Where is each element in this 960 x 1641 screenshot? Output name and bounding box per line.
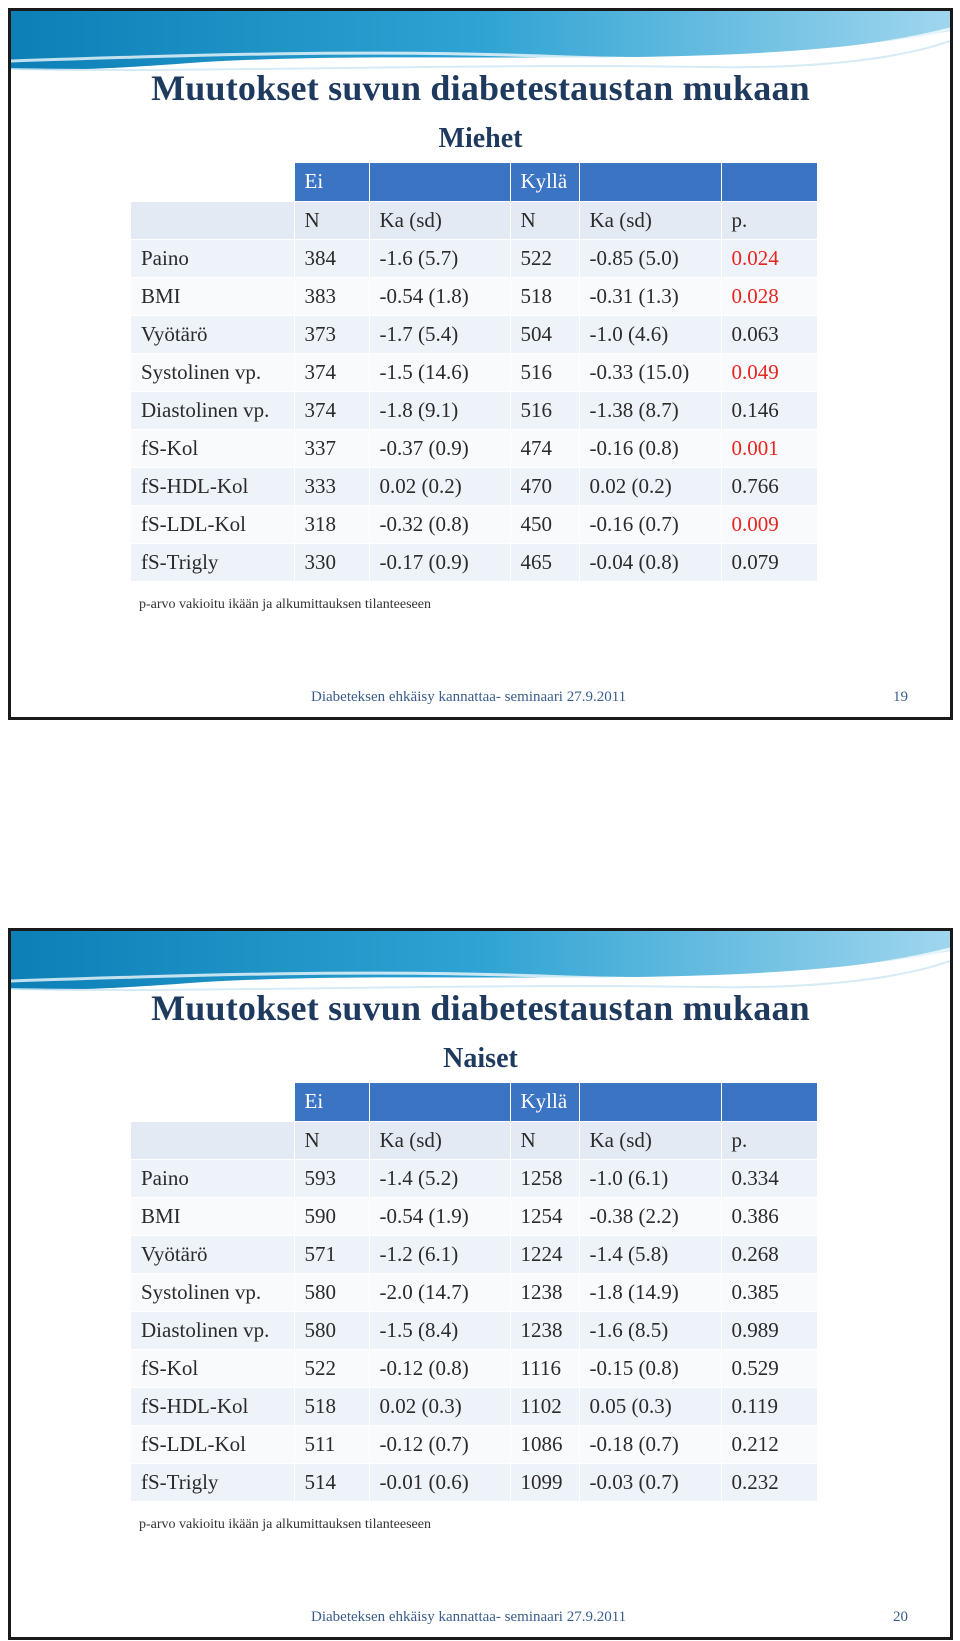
table-row	[131, 1387, 817, 1425]
row-label: Vyötärö	[131, 1235, 294, 1273]
p-value-cell: 0.989	[721, 1311, 817, 1349]
table-cell: -0.33 (15.0)	[579, 353, 721, 391]
group-header-row	[131, 1083, 817, 1121]
column-header-cell: Ka (sd)	[579, 1121, 721, 1159]
group-header-cell	[131, 1083, 294, 1121]
table-cell: 374	[294, 391, 369, 429]
table-row	[131, 467, 817, 505]
table-cell: 516	[510, 391, 579, 429]
table-cell: 593	[294, 1159, 369, 1197]
column-header-cell: Ka (sd)	[579, 201, 721, 239]
slide-subtitle: Naiset	[443, 1043, 518, 1074]
row-label: fS-Trigly	[131, 543, 294, 581]
group-header-cell	[579, 163, 721, 201]
p-value-cell: 0.385	[721, 1273, 817, 1311]
group-header-cell	[579, 1083, 721, 1121]
table-cell: 522	[294, 1349, 369, 1387]
group-header-row	[131, 163, 817, 201]
table-cell: 318	[294, 505, 369, 543]
table-cell: 1116	[510, 1349, 579, 1387]
table-cell: 1254	[510, 1197, 579, 1235]
p-value-cell: 0.079	[721, 543, 817, 581]
column-header-cell	[131, 201, 294, 239]
table-cell: 518	[510, 277, 579, 315]
table-cell: 465	[510, 543, 579, 581]
row-label: BMI	[131, 277, 294, 315]
table-cell: -0.32 (0.8)	[369, 505, 510, 543]
column-header-cell: Ka (sd)	[369, 201, 510, 239]
results-table	[131, 163, 817, 582]
column-header-cell: N	[510, 1121, 579, 1159]
slide-1	[8, 8, 953, 720]
table-cell: 470	[510, 467, 579, 505]
row-label: fS-Kol	[131, 1349, 294, 1387]
table-cell: 516	[510, 353, 579, 391]
p-value-cell: 0.001	[721, 429, 817, 467]
p-value-cell: 0.529	[721, 1349, 817, 1387]
row-label: Diastolinen vp.	[131, 1311, 294, 1349]
p-value-cell: 0.049	[721, 353, 817, 391]
p-value-cell: 0.024	[721, 239, 817, 277]
row-label: fS-HDL-Kol	[131, 1387, 294, 1425]
footer-text: Diabeteksen ehkäisy kannattaa- seminaari 27.9.2011	[311, 1609, 627, 1625]
group-header-cell: Ei	[294, 1083, 369, 1121]
group-header-cell	[369, 1083, 510, 1121]
table-cell: -1.4 (5.8)	[579, 1235, 721, 1273]
table-cell: -2.0 (14.7)	[369, 1273, 510, 1311]
table-cell: 384	[294, 239, 369, 277]
table-cell: -0.16 (0.8)	[579, 429, 721, 467]
table-cell: -1.8 (9.1)	[369, 391, 510, 429]
table-cell: 383	[294, 277, 369, 315]
table-cell: -1.38 (8.7)	[579, 391, 721, 429]
group-header-cell	[369, 163, 510, 201]
row-label: Systolinen vp.	[131, 1273, 294, 1311]
p-value-cell: 0.212	[721, 1425, 817, 1463]
table-cell: -0.85 (5.0)	[579, 239, 721, 277]
table-cell: 590	[294, 1197, 369, 1235]
row-label: fS-LDL-Kol	[131, 1425, 294, 1463]
table-cell: -1.6 (5.7)	[369, 239, 510, 277]
group-header-cell	[721, 163, 817, 201]
p-value-cell: 0.028	[721, 277, 817, 315]
table-cell: 474	[510, 429, 579, 467]
group-header-cell: Kyllä	[510, 1083, 579, 1121]
p-value-cell: 0.009	[721, 505, 817, 543]
row-label: Paino	[131, 239, 294, 277]
table-cell: 333	[294, 467, 369, 505]
table-row	[131, 277, 817, 315]
footnote: p-arvo vakioitu ikään ja alkumittauksen tilanteeseen	[139, 597, 431, 612]
group-header-cell: Ei	[294, 163, 369, 201]
table-cell: -1.5 (14.6)	[369, 353, 510, 391]
table-row	[131, 1349, 817, 1387]
page-number: 20	[893, 1609, 908, 1625]
table-cell: 1102	[510, 1387, 579, 1425]
table-cell: 571	[294, 1235, 369, 1273]
results-table	[131, 1083, 817, 1502]
table-cell: -1.4 (5.2)	[369, 1159, 510, 1197]
row-label: Diastolinen vp.	[131, 391, 294, 429]
column-header-cell: Ka (sd)	[369, 1121, 510, 1159]
table-cell: -0.18 (0.7)	[579, 1425, 721, 1463]
row-label: Paino	[131, 1159, 294, 1197]
p-value-cell: 0.386	[721, 1197, 817, 1235]
row-label: fS-Kol	[131, 429, 294, 467]
column-header-cell: N	[294, 201, 369, 239]
table-cell: -1.7 (5.4)	[369, 315, 510, 353]
table-cell: 1086	[510, 1425, 579, 1463]
footnote: p-arvo vakioitu ikään ja alkumittauksen tilanteeseen	[139, 1517, 431, 1532]
table-cell: 1099	[510, 1463, 579, 1501]
table-cell: 1238	[510, 1273, 579, 1311]
table-row	[131, 1463, 817, 1501]
table-row	[131, 353, 817, 391]
table-cell: -0.15 (0.8)	[579, 1349, 721, 1387]
table-row	[131, 1311, 817, 1349]
table-cell: -0.31 (1.3)	[579, 277, 721, 315]
p-value-cell: 0.119	[721, 1387, 817, 1425]
row-label: BMI	[131, 1197, 294, 1235]
table-cell: 1224	[510, 1235, 579, 1273]
table-cell: -1.5 (8.4)	[369, 1311, 510, 1349]
table-cell: 373	[294, 315, 369, 353]
table-cell: 1258	[510, 1159, 579, 1197]
slide-title: Muutokset suvun diabetestaustan mukaan	[151, 988, 810, 1028]
table-cell: 337	[294, 429, 369, 467]
table-cell: 580	[294, 1311, 369, 1349]
table-cell: 511	[294, 1425, 369, 1463]
table-cell: 504	[510, 315, 579, 353]
table-cell: -1.6 (8.5)	[579, 1311, 721, 1349]
table-cell: 1238	[510, 1311, 579, 1349]
table-cell: -1.8 (14.9)	[579, 1273, 721, 1311]
p-value-cell: 0.334	[721, 1159, 817, 1197]
column-header-cell: p.	[721, 1121, 817, 1159]
table-cell: -1.0 (6.1)	[579, 1159, 721, 1197]
group-header-cell: Kyllä	[510, 163, 579, 201]
table-row	[131, 391, 817, 429]
slide-subtitle: Miehet	[438, 123, 523, 154]
p-value-cell: 0.063	[721, 315, 817, 353]
table-row	[131, 505, 817, 543]
row-label: fS-Trigly	[131, 1463, 294, 1501]
table-row	[131, 429, 817, 467]
column-header-cell: N	[510, 201, 579, 239]
group-header-cell	[131, 163, 294, 201]
table-cell: -1.2 (6.1)	[369, 1235, 510, 1273]
slide-title: Muutokset suvun diabetestaustan mukaan	[151, 68, 810, 108]
table-cell: -0.17 (0.9)	[369, 543, 510, 581]
table-cell: -0.38 (2.2)	[579, 1197, 721, 1235]
table-cell: -0.54 (1.9)	[369, 1197, 510, 1235]
table-cell: -0.03 (0.7)	[579, 1463, 721, 1501]
row-label: Vyötärö	[131, 315, 294, 353]
table-row	[131, 1235, 817, 1273]
table-cell: 518	[294, 1387, 369, 1425]
table-cell: -0.04 (0.8)	[579, 543, 721, 581]
table-cell: 522	[510, 239, 579, 277]
group-header-cell	[721, 1083, 817, 1121]
table-row	[131, 1159, 817, 1197]
table-cell: 330	[294, 543, 369, 581]
table-cell: -0.54 (1.8)	[369, 277, 510, 315]
table-cell: -1.0 (4.6)	[579, 315, 721, 353]
table-row	[131, 1425, 817, 1463]
column-header-cell: N	[294, 1121, 369, 1159]
table-row	[131, 543, 817, 581]
table-cell: 374	[294, 353, 369, 391]
p-value-cell: 0.268	[721, 1235, 817, 1273]
row-label: fS-HDL-Kol	[131, 467, 294, 505]
table-cell: 0.05 (0.3)	[579, 1387, 721, 1425]
table-cell: 450	[510, 505, 579, 543]
slide-2	[8, 928, 953, 1640]
table-row	[131, 315, 817, 353]
table-cell: 514	[294, 1463, 369, 1501]
footer-text: Diabeteksen ehkäisy kannattaa- seminaari 27.9.2011	[311, 689, 627, 705]
row-label: fS-LDL-Kol	[131, 505, 294, 543]
table-cell: 0.02 (0.3)	[369, 1387, 510, 1425]
table-row	[131, 1197, 817, 1235]
row-label: Systolinen vp.	[131, 353, 294, 391]
column-header-cell: p.	[721, 201, 817, 239]
table-cell: -0.37 (0.9)	[369, 429, 510, 467]
p-value-cell: 0.232	[721, 1463, 817, 1501]
column-header-row	[131, 201, 817, 239]
table-cell: 580	[294, 1273, 369, 1311]
page-number: 19	[893, 689, 908, 705]
p-value-cell: 0.146	[721, 391, 817, 429]
table-cell: -0.01 (0.6)	[369, 1463, 510, 1501]
column-header-cell	[131, 1121, 294, 1159]
table-cell: 0.02 (0.2)	[369, 467, 510, 505]
p-value-cell: 0.766	[721, 467, 817, 505]
table-cell: -0.12 (0.8)	[369, 1349, 510, 1387]
table-cell: 0.02 (0.2)	[579, 467, 721, 505]
table-cell: -0.12 (0.7)	[369, 1425, 510, 1463]
table-row	[131, 239, 817, 277]
table-row	[131, 1273, 817, 1311]
column-header-row	[131, 1121, 817, 1159]
table-cell: -0.16 (0.7)	[579, 505, 721, 543]
